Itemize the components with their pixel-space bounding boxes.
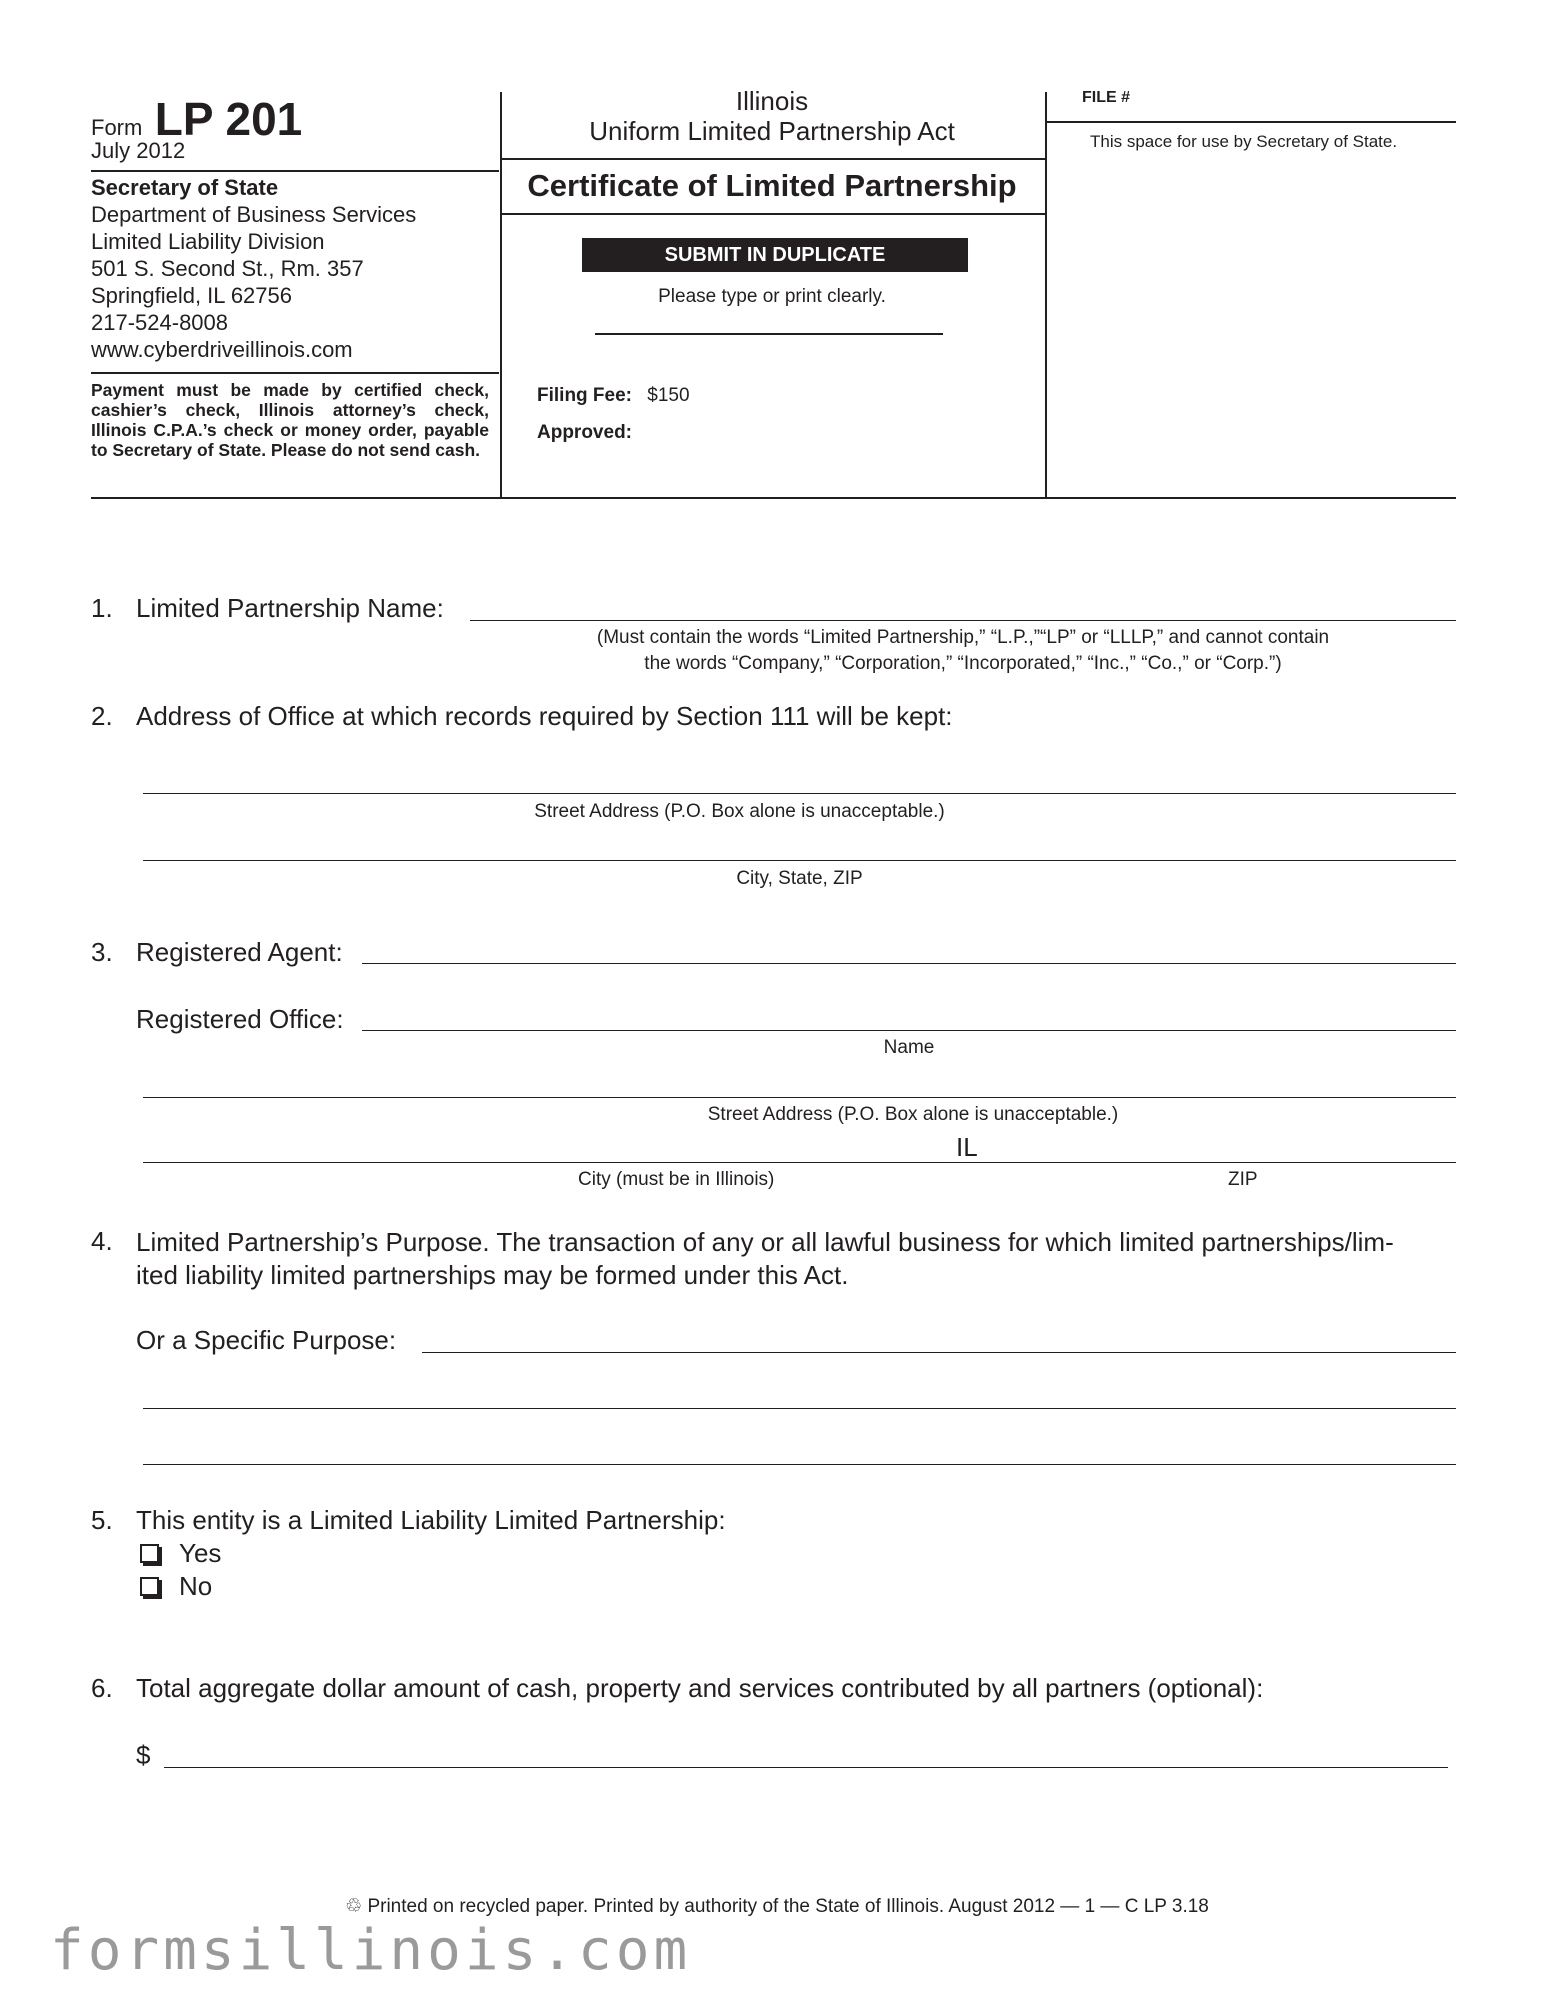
print-instruction: Please type or print clearly.	[658, 286, 886, 307]
form-number: LP 201	[154, 93, 303, 145]
registered-office-city-field[interactable]	[143, 1162, 1456, 1163]
yes-checkbox[interactable]	[140, 1544, 159, 1563]
filing-fee	[537, 385, 690, 407]
header-divider-title-bottom	[500, 213, 1045, 215]
agency-line: Springfield, IL 62756	[91, 283, 292, 308]
records-street-field[interactable]	[143, 793, 1456, 794]
registered-agent-label: Registered Agent:	[136, 937, 343, 967]
watermark: formsillinois.com	[50, 1918, 692, 1983]
registered-office-label: Registered Office:	[136, 1004, 344, 1034]
header-divider-payment	[91, 372, 499, 374]
agency-website: www.cyberdriveillinois.com	[91, 337, 353, 362]
item-number: 5.	[91, 1505, 113, 1535]
no-label: No	[179, 1571, 213, 1601]
records-city-field[interactable]	[143, 860, 1456, 861]
purpose-line: Limited Partnership’s Purpose. The transaction of any or all lawful business for which limited partnerships/lim-	[136, 1227, 1394, 1257]
agency-line: 217-524-8008	[91, 310, 229, 335]
registered-street-caption	[143, 1104, 1554, 1126]
item-number: 4.	[91, 1226, 113, 1256]
title-block	[502, 86, 1042, 146]
footer	[0, 1895, 1554, 1918]
records-office-label: Address of Office at which records required by Section 111 will be kept:	[136, 701, 953, 731]
form-date: July 2012	[91, 138, 186, 163]
agency-line: Limited Liability Division	[91, 229, 325, 254]
approved-label: Approved:	[537, 422, 632, 443]
street-caption-text: Street Address (P.O. Box alone is unacceptable.)	[707, 1104, 1119, 1125]
header-divider-left	[91, 170, 499, 172]
recycle-icon: ♲	[345, 1896, 363, 1917]
specific-purpose-field-1[interactable]	[422, 1352, 1456, 1353]
partnership-name-note	[470, 625, 1456, 677]
act-name: Uniform Limited Partnership Act	[589, 116, 955, 146]
partnership-name-field[interactable]	[470, 620, 1456, 621]
filing-fee-value: $150	[647, 385, 690, 406]
agency-line: 501 S. Second St., Rm. 357	[91, 256, 364, 281]
zip-caption: ZIP	[1228, 1169, 1258, 1190]
header-bottom-rule	[91, 497, 1456, 499]
registered-agent-field[interactable]	[362, 963, 1456, 964]
file-label: FILE #	[1082, 89, 1131, 106]
header-divider-title-top	[500, 158, 1045, 160]
records-city-caption: City, State, ZIP	[736, 868, 863, 889]
specific-purpose-field-3[interactable]	[143, 1464, 1456, 1465]
filing-fee-label: Filing Fee:	[537, 385, 632, 406]
item-number: 2.	[91, 701, 113, 731]
agency-block	[91, 174, 416, 363]
currency-symbol: $	[136, 1740, 151, 1770]
purpose-statement	[136, 1226, 1394, 1292]
file-divider	[1045, 121, 1456, 123]
records-street-caption: Street Address (P.O. Box alone is unacceptable.)	[534, 801, 945, 822]
no-checkbox[interactable]	[140, 1577, 159, 1596]
name-caption: Name	[883, 1037, 935, 1058]
city-caption: City (must be in Illinois)	[578, 1169, 775, 1190]
lllp-yes-option[interactable]	[140, 1538, 221, 1569]
name-note-line: (Must contain the words “Limited Partnership,” “L.P.,”“LP” or “LLLP,” and cannot contain	[596, 627, 1330, 648]
item-number: 6.	[91, 1673, 113, 1703]
item-number: 3.	[91, 937, 113, 967]
footer-text: Printed on recycled paper. Printed by authority of the State of Illinois. August 2012 — 1 — C LP 3.18	[367, 1896, 1209, 1917]
contributions-amount-field[interactable]	[164, 1767, 1448, 1768]
item-number: 1.	[91, 593, 113, 623]
registered-office-name-field[interactable]	[362, 1030, 1456, 1031]
form-prefix: Form	[91, 115, 143, 140]
name-note-line: the words “Company,” “Corporation,” “Incorporated,” “Inc.,” “Co.,” or “Corp.”)	[644, 653, 1282, 674]
contributions-label: Total aggregate dollar amount of cash, property and services contributed by all partners (optional):	[136, 1673, 1264, 1703]
registered-office-street-field[interactable]	[143, 1097, 1456, 1098]
submit-banner: SUBMIT IN DUPLICATE	[582, 238, 968, 272]
partnership-name-label: Limited Partnership Name:	[136, 593, 444, 623]
specific-purpose-label: Or a Specific Purpose:	[136, 1325, 397, 1355]
state-name: Illinois	[735, 86, 809, 116]
yes-label: Yes	[179, 1538, 222, 1568]
date-received-line	[595, 333, 943, 335]
lllp-no-option[interactable]	[140, 1571, 212, 1602]
header-divider-vertical-2	[1045, 92, 1047, 497]
specific-purpose-field-2[interactable]	[143, 1408, 1456, 1409]
agency-title: Secretary of State	[91, 175, 279, 200]
certificate-title: Certificate of Limited Partnership	[527, 168, 1017, 203]
agency-line: Department of Business Services	[91, 202, 417, 227]
file-note: This space for use by Secretary of State.	[1090, 132, 1398, 151]
state-il-value: IL	[956, 1132, 978, 1162]
payment-note: Payment must be made by certified check, cashier’s check, Illinois attorney’s check, Illinois C.P.A.’s check or money order, payable to Secretary of State. Please do not send cash.	[91, 380, 489, 460]
purpose-line: ited liability limited partnerships may be formed under this Act.	[136, 1260, 849, 1290]
lllp-label: This entity is a Limited Liability Limited Partnership:	[136, 1505, 726, 1535]
